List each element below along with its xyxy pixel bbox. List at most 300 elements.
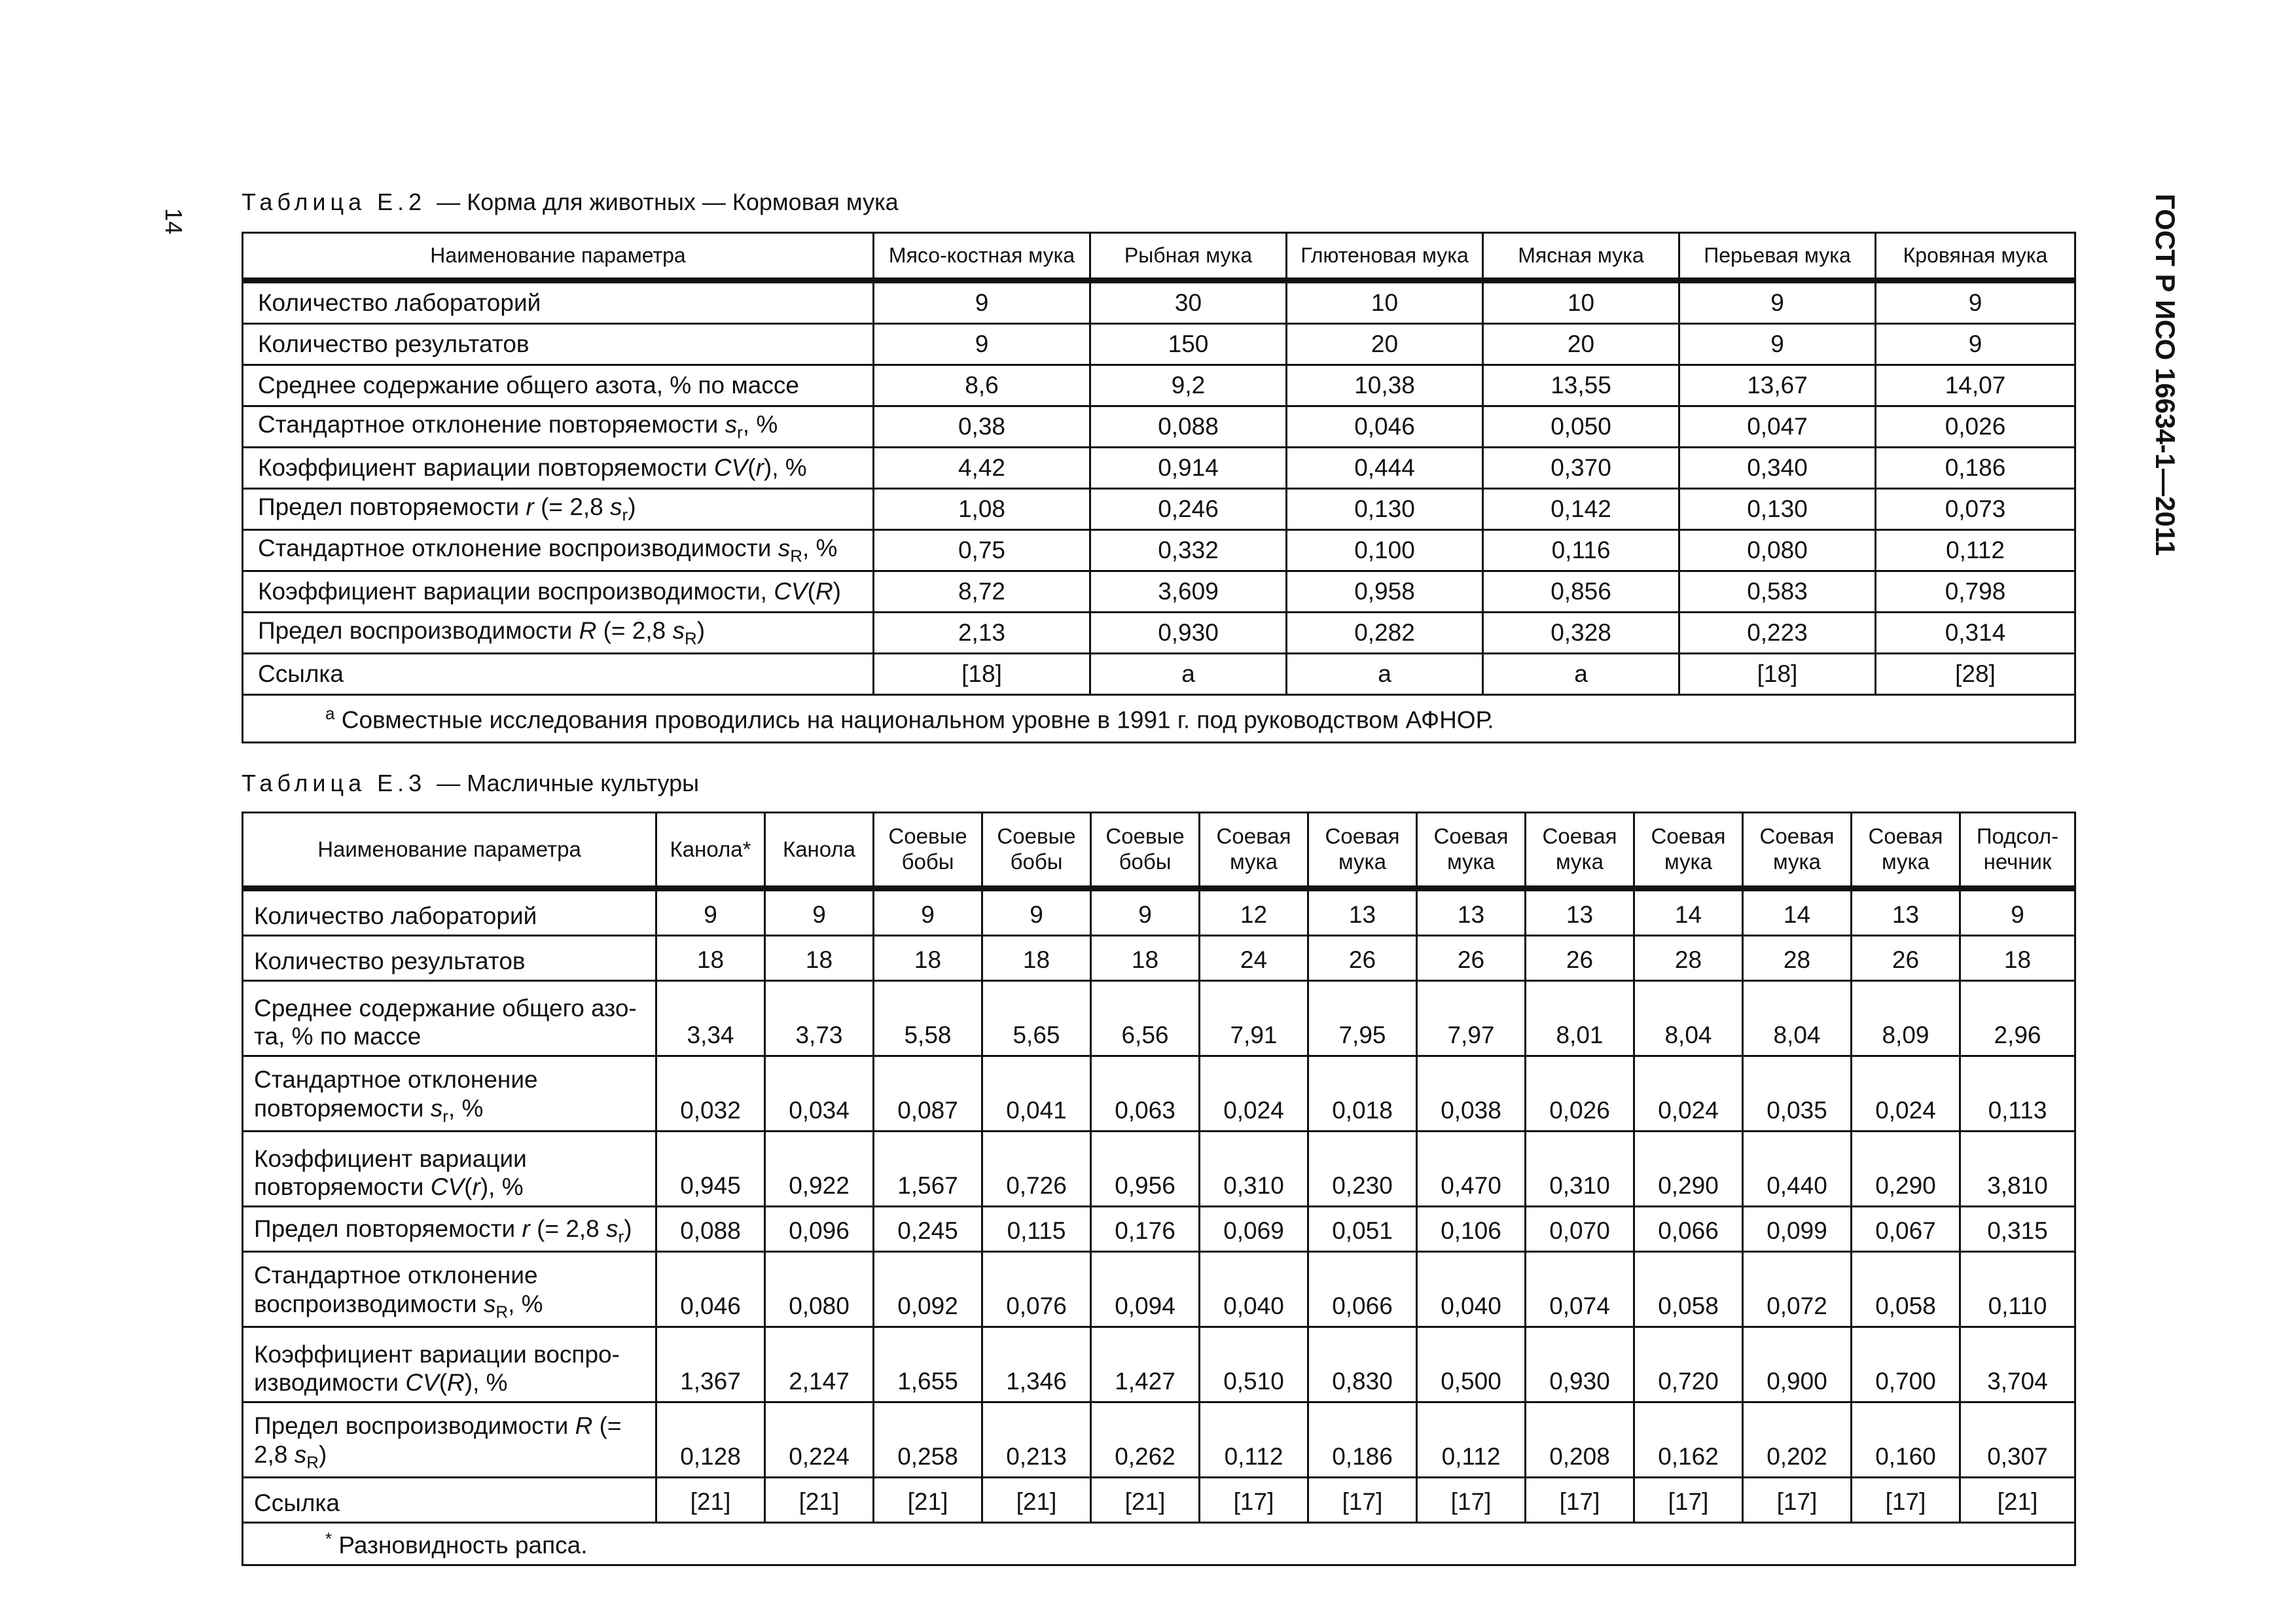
value-cell: 0,034 bbox=[765, 1056, 874, 1132]
parameter-name-cell bbox=[243, 981, 656, 1056]
value-cell: 28 bbox=[1743, 936, 1852, 981]
value-cell: 0,310 bbox=[1526, 1132, 1634, 1207]
table-row bbox=[243, 936, 2075, 981]
value-cell: [17] bbox=[1743, 1478, 1852, 1523]
value-cell: 3,34 bbox=[656, 981, 765, 1056]
value-cell: 0,922 bbox=[765, 1132, 874, 1207]
parameter-name: Предел воспроизводимости bbox=[254, 1412, 569, 1440]
parameter-symbol: s bbox=[483, 1290, 496, 1317]
value-cell: 9,2 bbox=[1090, 365, 1287, 406]
parameter-symbol: R bbox=[579, 617, 597, 645]
parameter-name: Количество результатов bbox=[254, 948, 526, 975]
value-cell: 0,080 bbox=[765, 1252, 874, 1327]
value-cell: 9 bbox=[1679, 281, 1876, 324]
table-row bbox=[243, 1207, 2075, 1252]
value-cell: 0,930 bbox=[1526, 1327, 1634, 1402]
parameter-symbol: CV bbox=[774, 578, 808, 605]
value-cell: 0,088 bbox=[656, 1207, 765, 1252]
value-cell: 0,726 bbox=[982, 1132, 1091, 1207]
value-cell: 0,076 bbox=[982, 1252, 1091, 1327]
parameter-name: Среднее содержание общего азо-та, % по массе bbox=[254, 994, 637, 1050]
value-cell: 0,213 bbox=[982, 1402, 1091, 1478]
value-cell: 0,208 bbox=[1526, 1402, 1634, 1478]
parameter-name-cell bbox=[243, 654, 874, 695]
parameter-name: Среднее содержание общего азота, % по массе bbox=[258, 372, 799, 399]
value-cell: 0,142 bbox=[1483, 489, 1679, 530]
value-cell: 0,830 bbox=[1308, 1327, 1417, 1402]
footnote-mark: * bbox=[325, 1528, 332, 1548]
value-cell: 0,094 bbox=[1091, 1252, 1200, 1327]
parameter-name-cell bbox=[243, 281, 874, 324]
value-cell: 0,128 bbox=[656, 1402, 765, 1478]
value-cell: 0,063 bbox=[1091, 1056, 1200, 1132]
value-cell: 0,050 bbox=[1483, 406, 1679, 448]
value-cell: 0,258 bbox=[874, 1402, 982, 1478]
value-cell: 0,310 bbox=[1200, 1132, 1308, 1207]
value-cell: 0,069 bbox=[1200, 1207, 1308, 1252]
value-cell: 26 bbox=[1308, 936, 1417, 981]
value-cell: 0,246 bbox=[1090, 489, 1287, 530]
value-cell: 0,245 bbox=[874, 1207, 982, 1252]
value-cell: 0,332 bbox=[1090, 530, 1287, 571]
value-cell: 9 bbox=[874, 889, 982, 936]
value-cell: 8,6 bbox=[874, 365, 1090, 406]
value-cell: 24 bbox=[1200, 936, 1308, 981]
parameter-name: Предел повторяемости bbox=[258, 493, 520, 521]
value-cell: [17] bbox=[1634, 1478, 1743, 1523]
parameter-name-cell bbox=[243, 936, 656, 981]
parameter-symbol-subscript: r bbox=[442, 1106, 448, 1126]
column-header: Соевые бобы bbox=[874, 813, 982, 889]
parameter-symbol: s bbox=[672, 617, 685, 645]
column-header: Соевая мука bbox=[1308, 813, 1417, 889]
value-cell: [18] bbox=[874, 654, 1090, 695]
parameter-name-cell bbox=[243, 889, 656, 936]
value-cell: 0,470 bbox=[1417, 1132, 1526, 1207]
page-number: 14 bbox=[160, 208, 187, 235]
parameter-name-cell bbox=[243, 1478, 656, 1523]
value-cell: 0,099 bbox=[1743, 1207, 1852, 1252]
parameter-symbol: R bbox=[575, 1412, 593, 1440]
value-cell: 20 bbox=[1483, 324, 1679, 365]
parameter-unit: ) bbox=[624, 1215, 632, 1242]
value-cell: 0,700 bbox=[1852, 1327, 1960, 1402]
column-header: Соевая мука bbox=[1634, 813, 1743, 889]
table-header-row bbox=[243, 813, 2075, 889]
value-cell: 0,262 bbox=[1091, 1402, 1200, 1478]
parameter-name: Коэффициент вариации воспро-изводимости bbox=[254, 1340, 620, 1397]
column-header: Канола* bbox=[656, 813, 765, 889]
value-cell: 0,176 bbox=[1091, 1207, 1200, 1252]
parameter-name-cell bbox=[243, 530, 874, 571]
value-cell: 0,290 bbox=[1852, 1132, 1960, 1207]
table-e2 bbox=[242, 232, 2076, 743]
footnote-mark: a bbox=[325, 703, 335, 723]
parameter-name: Ссылка bbox=[258, 660, 344, 688]
parameter-name: Стандартное отклонение повторяемости bbox=[258, 411, 719, 438]
value-cell: 0,024 bbox=[1200, 1056, 1308, 1132]
table-footnote-row bbox=[243, 1523, 2075, 1565]
value-cell: 13,55 bbox=[1483, 365, 1679, 406]
value-cell: 9 bbox=[765, 889, 874, 936]
parameter-symbol-argument: r bbox=[472, 1173, 480, 1201]
parameter-symbol: r bbox=[522, 1215, 530, 1242]
parameter-name: Предел воспроизводимости bbox=[258, 617, 573, 645]
value-cell: 0,046 bbox=[1287, 406, 1483, 448]
parameter-name-cell: Коэффициент вариации воспроизводимости, CV(R) bbox=[243, 571, 874, 613]
value-cell: 0,160 bbox=[1852, 1402, 1960, 1478]
table-e3-caption bbox=[242, 770, 699, 797]
value-cell: 0,040 bbox=[1200, 1252, 1308, 1327]
table-e2-caption-text: — Корма для животных — Кормовая мука bbox=[437, 188, 899, 215]
parameter-name-cell: Коэффициент вариации повторяемости CV(r), % bbox=[243, 1132, 656, 1207]
parameter-name: Коэффициент вариации повторяемости bbox=[258, 454, 708, 482]
parameter-name-cell bbox=[243, 365, 874, 406]
value-cell: 0,074 bbox=[1526, 1252, 1634, 1327]
parameter-name-cell bbox=[243, 613, 874, 654]
value-cell: 9 bbox=[1876, 324, 2075, 365]
value-cell: 8,09 bbox=[1852, 981, 1960, 1056]
value-cell: 13 bbox=[1852, 889, 1960, 936]
value-cell: 0,026 bbox=[1876, 406, 2075, 448]
value-cell: 5,58 bbox=[874, 981, 982, 1056]
value-cell: 0,223 bbox=[1679, 613, 1876, 654]
value-cell: 0,583 bbox=[1679, 571, 1876, 613]
parameter-unit: ) bbox=[319, 1440, 327, 1468]
parameter-unit: ) bbox=[696, 617, 706, 645]
value-cell: 0,930 bbox=[1090, 613, 1287, 654]
parameter-symbol-subscript: r bbox=[618, 1226, 624, 1247]
value-cell: 0,110 bbox=[1960, 1252, 2075, 1327]
value-cell: 3,810 bbox=[1960, 1132, 2075, 1207]
value-cell: 28 bbox=[1634, 936, 1743, 981]
column-header: Подсол-нечник bbox=[1960, 813, 2075, 889]
value-cell: 10 bbox=[1287, 281, 1483, 324]
value-cell: 9 bbox=[1960, 889, 2075, 936]
table-row bbox=[243, 1252, 2075, 1327]
value-cell: 20 bbox=[1287, 324, 1483, 365]
value-cell: [28] bbox=[1876, 654, 2075, 695]
table-row bbox=[243, 281, 2075, 324]
value-cell: 0,113 bbox=[1960, 1056, 2075, 1132]
value-cell: 0,026 bbox=[1526, 1056, 1634, 1132]
value-cell: 9 bbox=[982, 889, 1091, 936]
parameter-name-cell: Коэффициент вариации повторяемости CV(r), % bbox=[243, 448, 874, 489]
value-cell: 8,04 bbox=[1743, 981, 1852, 1056]
parameter-symbol-subscript: R bbox=[790, 546, 802, 566]
table-row bbox=[243, 889, 2075, 936]
parameter-name-cell bbox=[243, 1207, 656, 1252]
value-cell: 0,067 bbox=[1852, 1207, 1960, 1252]
parameter-symbol: s bbox=[294, 1440, 307, 1468]
table-row bbox=[243, 448, 2075, 489]
value-cell: 0,047 bbox=[1679, 406, 1876, 448]
parameter-symbol-subscript: R bbox=[685, 628, 697, 649]
value-cell: 18 bbox=[874, 936, 982, 981]
value-cell: 18 bbox=[982, 936, 1091, 981]
value-cell: 26 bbox=[1526, 936, 1634, 981]
value-cell: 0,100 bbox=[1287, 530, 1483, 571]
value-cell: 18 bbox=[765, 936, 874, 981]
table-e2-caption bbox=[242, 188, 899, 216]
value-cell: 0,024 bbox=[1634, 1056, 1743, 1132]
value-cell: 0,018 bbox=[1308, 1056, 1417, 1132]
value-cell: [21] bbox=[874, 1478, 982, 1523]
table-row bbox=[243, 1132, 2075, 1207]
value-cell: 6,56 bbox=[1091, 981, 1200, 1056]
parameter-formula-text: (= 2,8 bbox=[254, 1412, 622, 1468]
parameter-symbol: CV bbox=[430, 1173, 465, 1201]
column-header: Соевые бобы bbox=[1091, 813, 1200, 889]
value-cell: [17] bbox=[1852, 1478, 1960, 1523]
value-cell: 14 bbox=[1634, 889, 1743, 936]
value-cell: 0,315 bbox=[1960, 1207, 2075, 1252]
table-row bbox=[243, 406, 2075, 448]
document-standard-title: ГОСТ Р ИСО 16634-1—2011 bbox=[2150, 194, 2181, 556]
value-cell: 0,073 bbox=[1876, 489, 2075, 530]
footnote-text: Совместные исследования проводились на национальном уровне в 1991 г. под руководством АФНОР. bbox=[341, 705, 1494, 733]
column-header: Соевые бобы bbox=[982, 813, 1091, 889]
value-cell: 0,024 bbox=[1852, 1056, 1960, 1132]
value-cell: 9 bbox=[1876, 281, 2075, 324]
value-cell: 0,282 bbox=[1287, 613, 1483, 654]
value-cell: 0,092 bbox=[874, 1252, 982, 1327]
value-cell: 13,67 bbox=[1679, 365, 1876, 406]
parameter-name: Ссылка bbox=[254, 1489, 340, 1517]
value-cell: 1,427 bbox=[1091, 1327, 1200, 1402]
value-cell: a bbox=[1483, 654, 1679, 695]
parameter-name-cell bbox=[243, 406, 874, 448]
value-cell: 12 bbox=[1200, 889, 1308, 936]
value-cell: 9 bbox=[1091, 889, 1200, 936]
parameter-name: Коэффициент вариации воспроизводимости, bbox=[258, 578, 767, 605]
value-cell: [21] bbox=[1960, 1478, 2075, 1523]
parameter-name-cell bbox=[243, 324, 874, 365]
value-cell: 3,609 bbox=[1090, 571, 1287, 613]
value-cell: 0,230 bbox=[1308, 1132, 1417, 1207]
parameter-formula-text: (= 2,8 bbox=[537, 1215, 600, 1242]
parameter-name: Коэффициент вариации повторяемости bbox=[254, 1145, 527, 1201]
parameter-formula-text: (= 2,8 bbox=[603, 617, 666, 645]
column-header: Канола bbox=[765, 813, 874, 889]
table-footnote-row bbox=[243, 695, 2075, 743]
value-cell: 0,112 bbox=[1200, 1402, 1308, 1478]
parameter-symbol: CV bbox=[405, 1369, 439, 1397]
value-cell: 0,066 bbox=[1308, 1252, 1417, 1327]
parameter-name: Стандартное отклонение повторяемости bbox=[254, 1066, 538, 1122]
value-cell: 0,080 bbox=[1679, 530, 1876, 571]
value-cell: 30 bbox=[1090, 281, 1287, 324]
column-header: Кровяная мука bbox=[1876, 233, 2075, 281]
table-footnote bbox=[243, 695, 2075, 743]
table-header-row bbox=[243, 233, 2075, 281]
table-row bbox=[243, 1056, 2075, 1132]
value-cell: 0,186 bbox=[1308, 1402, 1417, 1478]
value-cell: 1,367 bbox=[656, 1327, 765, 1402]
value-cell: 0,088 bbox=[1090, 406, 1287, 448]
value-cell: 150 bbox=[1090, 324, 1287, 365]
value-cell: 26 bbox=[1852, 936, 1960, 981]
parameter-unit: , % bbox=[488, 1173, 524, 1201]
value-cell: 0,072 bbox=[1743, 1252, 1852, 1327]
value-cell: 0,328 bbox=[1483, 613, 1679, 654]
value-cell: 13 bbox=[1417, 889, 1526, 936]
value-cell: 0,032 bbox=[656, 1056, 765, 1132]
parameter-unit: , % bbox=[772, 454, 807, 482]
value-cell: 26 bbox=[1417, 936, 1526, 981]
table-row bbox=[243, 489, 2075, 530]
column-header: Соевая мука bbox=[1200, 813, 1308, 889]
parameter-symbol: r bbox=[526, 493, 534, 521]
parameter-symbol-subscript: R bbox=[306, 1452, 319, 1472]
value-cell: 0,945 bbox=[656, 1132, 765, 1207]
table-row bbox=[243, 365, 2075, 406]
parameter-name: Количество результатов bbox=[258, 330, 529, 358]
parameter-formula-text: (= 2,8 bbox=[541, 493, 603, 521]
table-footnote bbox=[243, 1523, 2075, 1565]
value-cell: 0,130 bbox=[1287, 489, 1483, 530]
value-cell: 0,307 bbox=[1960, 1402, 2075, 1478]
value-cell: 0,096 bbox=[765, 1207, 874, 1252]
column-header: Мясо-костная мука bbox=[874, 233, 1090, 281]
value-cell: 2,13 bbox=[874, 613, 1090, 654]
parameter-symbol: s bbox=[606, 1215, 619, 1242]
value-cell: 0,066 bbox=[1634, 1207, 1743, 1252]
column-header: Рыбная мука bbox=[1090, 233, 1287, 281]
value-cell: 0,186 bbox=[1876, 448, 2075, 489]
value-cell: [18] bbox=[1679, 654, 1876, 695]
value-cell: [17] bbox=[1308, 1478, 1417, 1523]
value-cell: 0,314 bbox=[1876, 613, 2075, 654]
table-row bbox=[243, 981, 2075, 1056]
table-row bbox=[243, 530, 2075, 571]
value-cell: 7,95 bbox=[1308, 981, 1417, 1056]
parameter-symbol-argument: R bbox=[447, 1369, 465, 1397]
value-cell: 7,91 bbox=[1200, 981, 1308, 1056]
parameter-name-cell: Коэффициент вариации воспро-изводимости CV(R), % bbox=[243, 1327, 656, 1402]
parameter-unit: ) bbox=[628, 493, 636, 521]
value-cell: [17] bbox=[1526, 1478, 1634, 1523]
value-cell: a bbox=[1287, 654, 1483, 695]
value-cell: 0,510 bbox=[1200, 1327, 1308, 1402]
table-row bbox=[243, 1402, 2075, 1478]
table-e3-caption-text: — Масличные культуры bbox=[437, 770, 699, 796]
parameter-name: Количество лабораторий bbox=[258, 289, 541, 317]
value-cell: a bbox=[1090, 654, 1287, 695]
footnote-text: Разновидность рапса. bbox=[338, 1531, 588, 1558]
parameter-symbol: s bbox=[778, 535, 791, 562]
parameter-symbol: s bbox=[610, 493, 622, 521]
value-cell: 8,01 bbox=[1526, 981, 1634, 1056]
parameter-unit: , % bbox=[508, 1290, 543, 1317]
value-cell: [21] bbox=[1091, 1478, 1200, 1523]
value-cell: 10 bbox=[1483, 281, 1679, 324]
value-cell: [21] bbox=[656, 1478, 765, 1523]
value-cell: 0,224 bbox=[765, 1402, 874, 1478]
value-cell: 0,956 bbox=[1091, 1132, 1200, 1207]
value-cell: 10,38 bbox=[1287, 365, 1483, 406]
column-header: Соевая мука bbox=[1417, 813, 1526, 889]
value-cell: 5,65 bbox=[982, 981, 1091, 1056]
value-cell: 0,058 bbox=[1852, 1252, 1960, 1327]
value-cell: 0,340 bbox=[1679, 448, 1876, 489]
value-cell: [21] bbox=[982, 1478, 1091, 1523]
table-row bbox=[243, 324, 2075, 365]
parameter-symbol: s bbox=[430, 1094, 443, 1122]
table-row bbox=[243, 1327, 2075, 1402]
value-cell: 18 bbox=[1960, 936, 2075, 981]
value-cell: 0,202 bbox=[1743, 1402, 1852, 1478]
column-header: Соевая мука bbox=[1852, 813, 1960, 889]
value-cell: 1,567 bbox=[874, 1132, 982, 1207]
value-cell: 0,440 bbox=[1743, 1132, 1852, 1207]
value-cell: 4,42 bbox=[874, 448, 1090, 489]
parameter-name-cell bbox=[243, 1252, 656, 1327]
parameter-name: Стандартное отклонение воспроизводимости bbox=[254, 1262, 538, 1317]
value-cell: 0,914 bbox=[1090, 448, 1287, 489]
parameter-unit: , % bbox=[802, 535, 838, 562]
value-cell: 0,130 bbox=[1679, 489, 1876, 530]
parameter-symbol: CV bbox=[713, 454, 748, 482]
value-cell: 0,112 bbox=[1417, 1402, 1526, 1478]
column-header: Наименование параметра bbox=[243, 233, 874, 281]
parameter-symbol-subscript: R bbox=[495, 1302, 509, 1322]
parameter-symbol: s bbox=[725, 411, 738, 438]
value-cell: 0,856 bbox=[1483, 571, 1679, 613]
column-header: Соевая мука bbox=[1526, 813, 1634, 889]
table-e3-caption-label: Таблица Е.3 bbox=[242, 770, 427, 796]
value-cell: 0,290 bbox=[1634, 1132, 1743, 1207]
value-cell: 9 bbox=[874, 281, 1090, 324]
value-cell: 13 bbox=[1308, 889, 1417, 936]
value-cell: 0,720 bbox=[1634, 1327, 1743, 1402]
value-cell: 1,08 bbox=[874, 489, 1090, 530]
value-cell: 0,958 bbox=[1287, 571, 1483, 613]
parameter-symbol-subscript: r bbox=[737, 422, 743, 442]
value-cell: 9 bbox=[874, 324, 1090, 365]
value-cell: [21] bbox=[765, 1478, 874, 1523]
value-cell: 0,035 bbox=[1743, 1056, 1852, 1132]
value-cell: 13 bbox=[1526, 889, 1634, 936]
value-cell: 9 bbox=[656, 889, 765, 936]
value-cell: 3,704 bbox=[1960, 1327, 2075, 1402]
value-cell: 18 bbox=[656, 936, 765, 981]
value-cell: 0,051 bbox=[1308, 1207, 1417, 1252]
value-cell: 0,798 bbox=[1876, 571, 2075, 613]
value-cell: 0,041 bbox=[982, 1056, 1091, 1132]
value-cell: 7,97 bbox=[1417, 981, 1526, 1056]
value-cell: 0,106 bbox=[1417, 1207, 1526, 1252]
table-row bbox=[243, 654, 2075, 695]
parameter-unit: , % bbox=[448, 1094, 484, 1122]
value-cell: 0,38 bbox=[874, 406, 1090, 448]
value-cell: 0,115 bbox=[982, 1207, 1091, 1252]
parameter-name-cell bbox=[243, 489, 874, 530]
parameter-unit: , % bbox=[473, 1369, 508, 1397]
value-cell: 14 bbox=[1743, 889, 1852, 936]
value-cell: 0,900 bbox=[1743, 1327, 1852, 1402]
value-cell: 8,04 bbox=[1634, 981, 1743, 1056]
table-row bbox=[243, 571, 2075, 613]
parameter-name: Количество лабораторий bbox=[254, 902, 537, 930]
value-cell: 0,500 bbox=[1417, 1327, 1526, 1402]
value-cell: 0,070 bbox=[1526, 1207, 1634, 1252]
column-header: Мясная мука bbox=[1483, 233, 1679, 281]
parameter-name-cell bbox=[243, 1056, 656, 1132]
value-cell: 14,07 bbox=[1876, 365, 2075, 406]
parameter-unit: , % bbox=[742, 411, 778, 438]
parameter-symbol-argument: R bbox=[815, 578, 833, 605]
